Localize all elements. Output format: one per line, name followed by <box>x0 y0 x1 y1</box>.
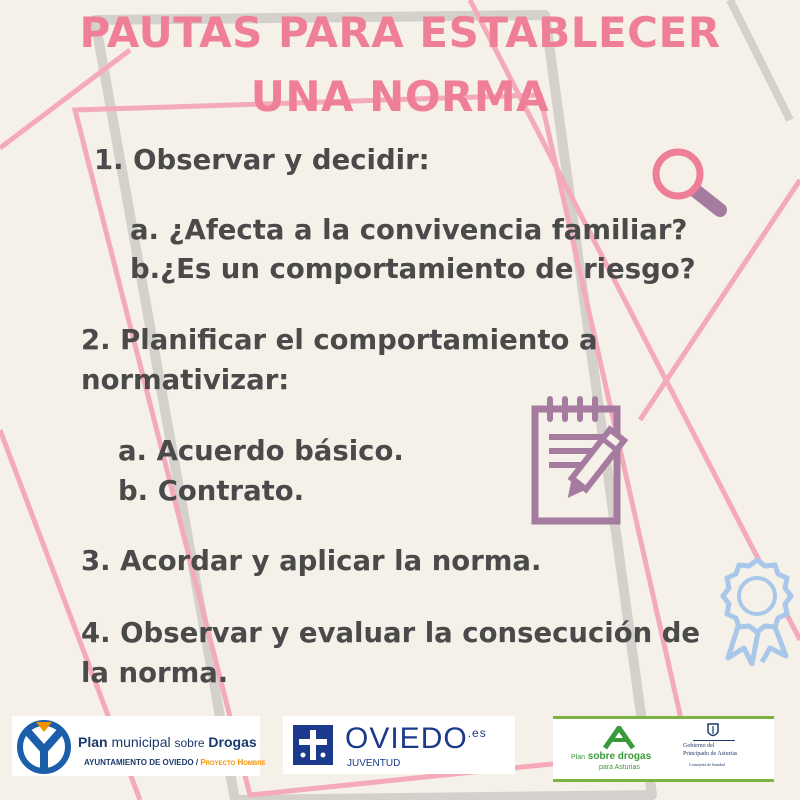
logo-plan-municipal <box>12 716 266 776</box>
step-4-heading-line-1: 4. Observar y evaluar la consecución de <box>81 617 701 649</box>
step-2-sub-a: a. Acuerdo básico. <box>118 435 404 467</box>
asturias-top-bar <box>553 716 774 719</box>
plan-municipal-word-sobre: sobre <box>174 736 205 750</box>
step-1-heading: 1. Observar y decidir: <box>94 144 430 176</box>
oviedo-juventud: JUVENTUD <box>347 758 401 769</box>
step-2-heading-line-1: 2. Planificar el comportamiento a <box>81 324 598 356</box>
plan-asturias-word-sobre-drogas: sobre drogas <box>587 751 652 762</box>
logo-asturias <box>553 716 774 782</box>
gobierno-line-3: Consejería de Sanidad <box>689 762 725 767</box>
oviedo-wordmark <box>345 724 487 754</box>
plan-municipal-word-drogas: Drogas <box>208 734 257 750</box>
gobierno-line-1: Gobierno del <box>683 743 715 749</box>
plan-municipal-proyecto-hombre: Proyecto Hombre <box>200 758 266 767</box>
plan-municipal-subtitle <box>84 758 266 767</box>
clipboard-pencil-icon <box>525 393 660 528</box>
magnifier-icon <box>648 144 732 224</box>
plan-municipal-ayuntamiento: AYUNTAMIENTO DE OVIEDO / <box>84 758 199 767</box>
step-4-heading-line-2: la norma. <box>81 657 229 689</box>
logo-oviedo <box>283 716 515 774</box>
step-1-sub-b: b.¿Es un comportamiento de riesgo? <box>130 253 696 285</box>
gobierno-rule <box>693 740 735 741</box>
oviedo-name: OVIEDO <box>345 722 468 755</box>
title-line-1: PAUTAS PARA ESTABLECER <box>79 8 721 57</box>
gobierno-line-2: Principado de Asturias <box>683 751 738 757</box>
plan-municipal-word-plan: Plan <box>78 734 108 750</box>
plan-municipal-y-icon <box>14 720 74 774</box>
asturias-crest-icon <box>707 723 719 739</box>
oviedo-suffix: .es <box>467 726 487 740</box>
step-2-sub-b: b. Contrato. <box>118 475 305 507</box>
plan-municipal-title <box>78 734 257 750</box>
step-1-sub-a: a. ¿Afecta a la convivencia familiar? <box>130 214 688 246</box>
plan-asturias-title <box>571 751 651 762</box>
plan-asturias-icon <box>601 726 637 750</box>
step-2-heading-line-2: normativizar: <box>81 364 290 396</box>
award-ribbon-icon <box>714 556 800 666</box>
oviedo-cross-icon <box>293 725 333 765</box>
step-3-heading: 3. Acordar y aplicar la norma. <box>81 545 542 577</box>
title-line-2: UNA NORMA <box>250 72 550 121</box>
asturias-bottom-bar <box>553 779 774 782</box>
plan-asturias-subtitle: para Asturias <box>599 764 640 771</box>
plan-asturias-word-plan: Plan <box>571 754 586 761</box>
plan-municipal-word-municipal: municipal <box>111 734 171 750</box>
